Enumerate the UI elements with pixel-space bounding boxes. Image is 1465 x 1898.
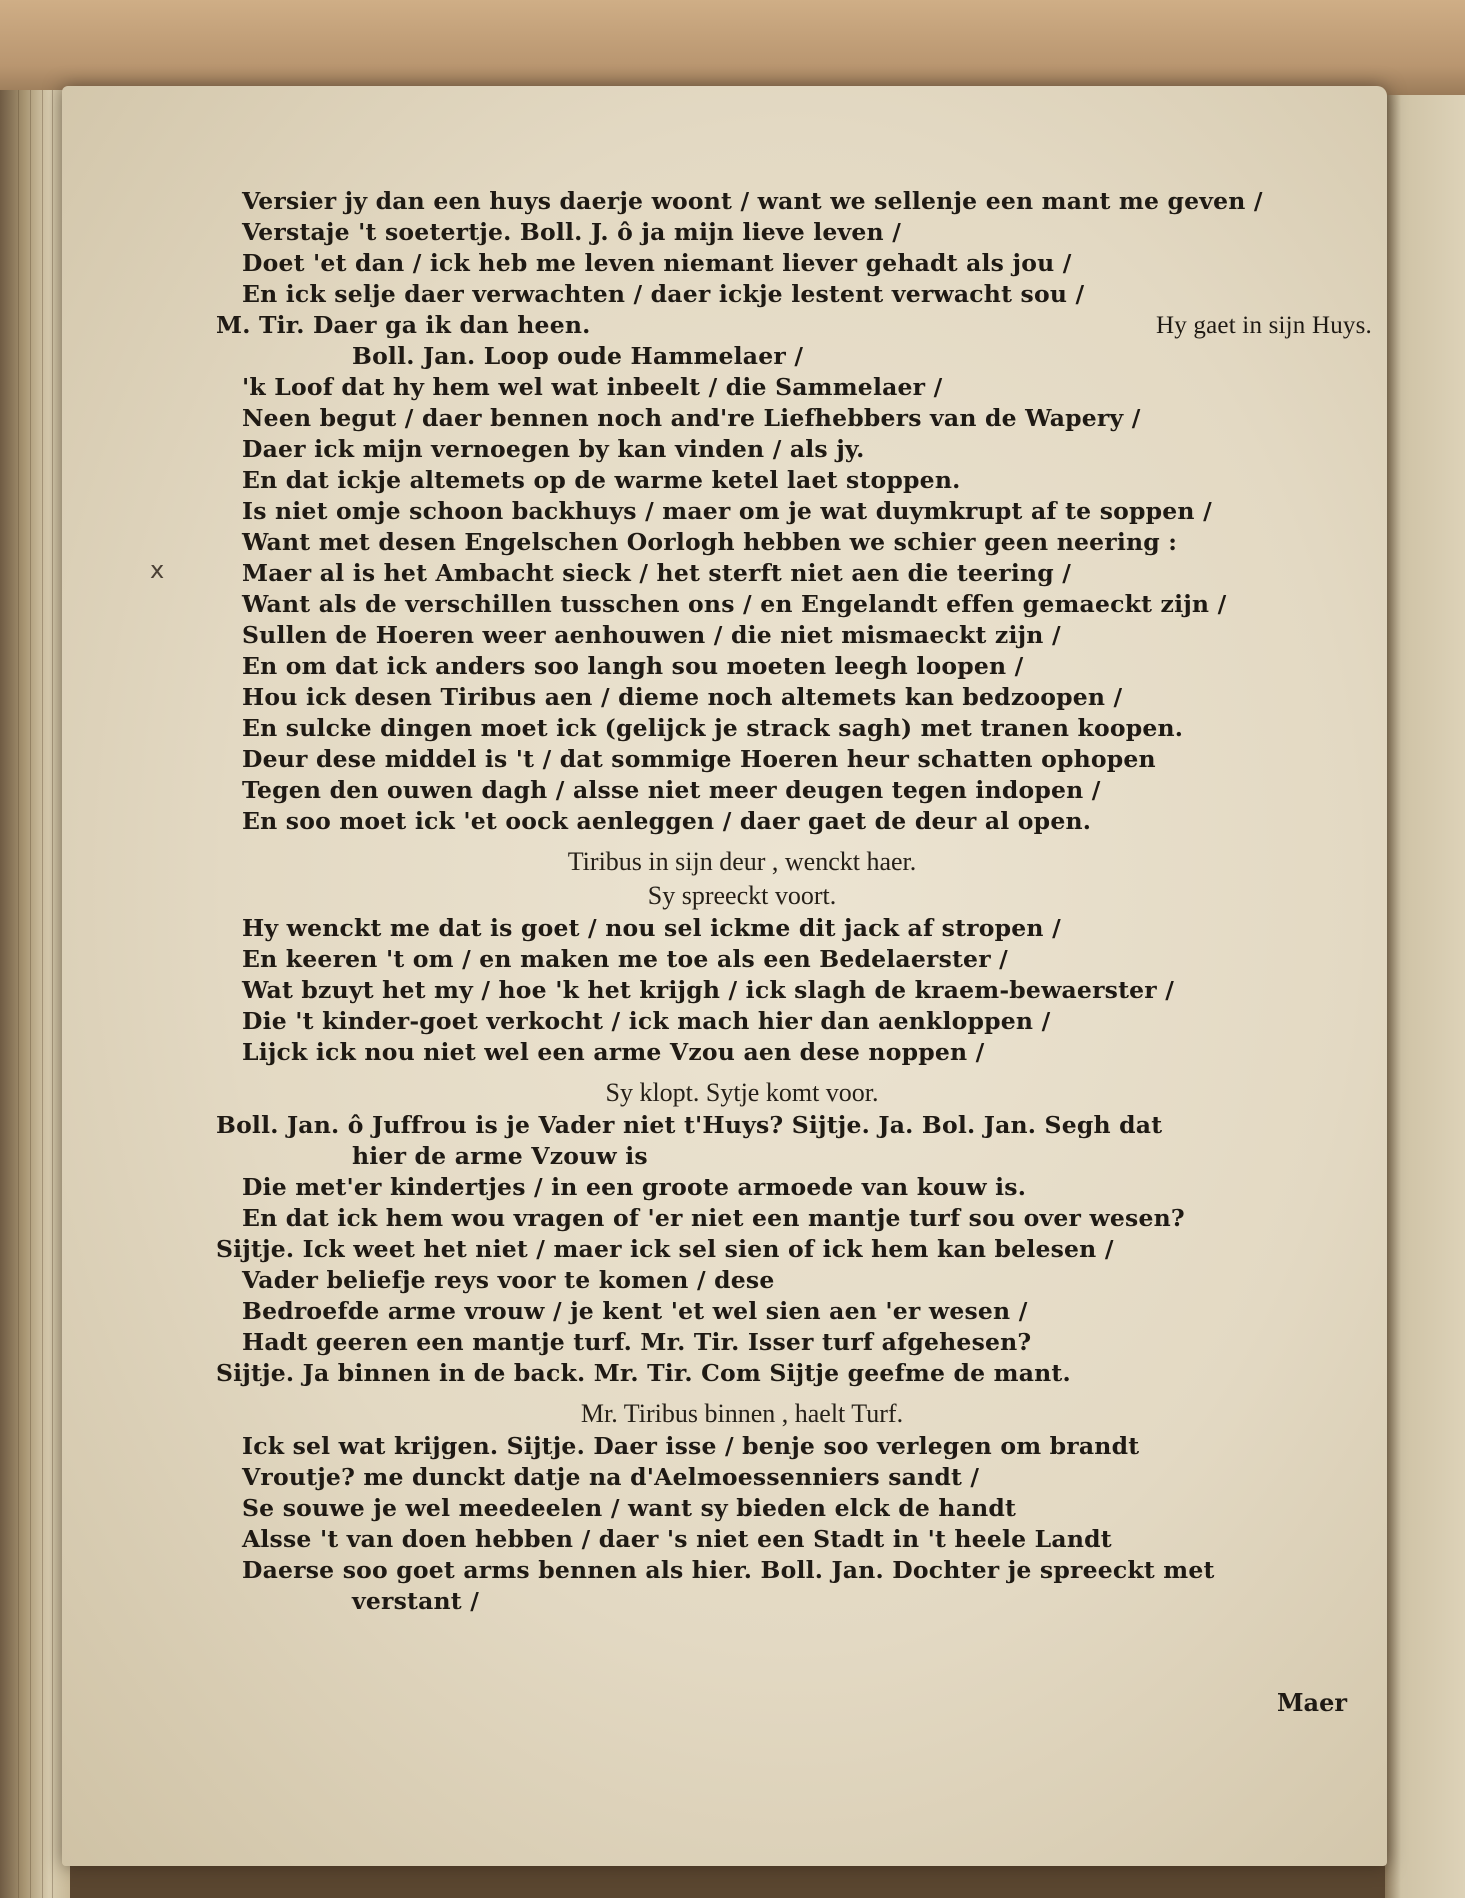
line-text: En sulcke dingen moet ick (gelijck je strack sagh) met tranen koopen. bbox=[242, 714, 1184, 742]
line-text: Vader beliefje reys voor te komen / dese bbox=[242, 1266, 775, 1294]
text-line bbox=[242, 341, 1372, 372]
text-line bbox=[242, 620, 1372, 651]
line-text: Lijck ick nou niet wel een arme Vzou aen dese noppen / bbox=[242, 1038, 985, 1066]
text-line bbox=[242, 1462, 1372, 1493]
line-text: Boll. Jan. ô Juffrou is je Vader niet t'Huys? Sijtje. Ja. Bol. Jan. Segh dat bbox=[216, 1111, 1163, 1139]
stage-direction-2: Sy spreeckt voort. bbox=[647, 881, 837, 910]
book-page bbox=[62, 86, 1387, 1866]
stage-direction-4: Mr. Tiribus binnen , haelt Turf. bbox=[580, 1399, 904, 1428]
line-text: Hadt geeren een mantje turf. Mr. Tir. Isser turf afgehesen? bbox=[242, 1328, 1032, 1356]
page-text bbox=[216, 186, 1372, 1617]
text-line bbox=[242, 1586, 1372, 1617]
line-text: hier de arme Vzouw is bbox=[352, 1142, 648, 1170]
line-text: Daer ick mijn vernoegen by kan vinden / als jy. bbox=[242, 435, 865, 463]
margin-mark: x bbox=[150, 556, 165, 584]
catchword: Maer bbox=[1276, 1688, 1347, 1717]
line-text: Sullen de Hoeren weer aenhouwen / die niet mismaeckt zijn / bbox=[242, 621, 1061, 649]
line-text: En om dat ick anders soo langh sou moeten leegh loopen / bbox=[242, 652, 1024, 680]
text-line bbox=[242, 1203, 1372, 1234]
line-text: Maer al is het Ambacht sieck / het sterft niet aen die teering / bbox=[242, 559, 1072, 587]
line-text: Sijtje. Ick weet het niet / maer ick sel sien of ick hem kan belesen / bbox=[216, 1235, 1114, 1263]
text-line bbox=[242, 589, 1372, 620]
line-text: Tegen den ouwen dagh / alsse niet meer deugen tegen indopen / bbox=[242, 776, 1101, 804]
text-line bbox=[216, 1234, 1372, 1265]
text-line bbox=[242, 1265, 1372, 1296]
text-block-1 bbox=[216, 186, 1372, 837]
line-text: En keeren 't om / en maken me toe als een Bedelaerster / bbox=[242, 945, 1008, 973]
text-line bbox=[242, 1172, 1372, 1203]
line-text: Bedroefde arme vrouw / je kent 'et wel sien aen 'er wesen / bbox=[242, 1297, 1028, 1325]
line-text: En soo moet ick 'et oock aenleggen / daer gaet de deur al open. bbox=[242, 807, 1092, 835]
text-line bbox=[242, 279, 1372, 310]
line-text: Vroutje? me dunckt datje na d'Aelmoessenniers sandt / bbox=[242, 1463, 980, 1491]
line-text: Doet 'et dan / ick heb me leven niemant liever gehadt als jou / bbox=[242, 249, 1072, 277]
text-line bbox=[242, 248, 1372, 279]
line-text: Deur dese middel is 't / dat sommige Hoeren heur schatten ophopen bbox=[242, 745, 1156, 773]
stage-direction-3: Sy klopt. Sytje komt voor. bbox=[605, 1078, 879, 1107]
text-line bbox=[242, 744, 1372, 775]
text-line bbox=[242, 975, 1372, 1006]
text-line bbox=[242, 1524, 1372, 1555]
text-line bbox=[242, 434, 1372, 465]
text-line bbox=[242, 1296, 1372, 1327]
text-block-4 bbox=[242, 1431, 1372, 1617]
line-text: Neen begut / daer bennen noch and're Liefhebbers van de Wapery / bbox=[242, 404, 1141, 432]
line-text: Alsse 't van doen hebben / daer 's niet een Stadt in 't heele Landt bbox=[242, 1525, 1112, 1553]
text-line bbox=[242, 1493, 1372, 1524]
line-text: Wat bzuyt het my / hoe 'k het krijgh / ick slagh de kraem-bewaerster / bbox=[242, 976, 1175, 1004]
text-line bbox=[242, 651, 1372, 682]
text-line bbox=[242, 1555, 1372, 1586]
text-block-2 bbox=[242, 913, 1372, 1068]
text-line bbox=[242, 682, 1372, 713]
line-text: Versier jy dan een huys daerje woont / want we sellenje een mant me geven / bbox=[242, 187, 1263, 215]
text-line bbox=[242, 527, 1372, 558]
stage-direction-1: Tiribus in sijn deur , wenckt haer. bbox=[567, 847, 917, 876]
text-line bbox=[242, 558, 1372, 589]
text-line bbox=[242, 217, 1372, 248]
line-text: Ick sel wat krijgen. Sijtje. Daer isse / benje soo verlegen om brandt bbox=[242, 1432, 1140, 1460]
text-line bbox=[242, 496, 1372, 527]
line-text: Hou ick desen Tiribus aen / dieme noch altemets kan bedzoopen / bbox=[242, 683, 1123, 711]
line-text: M. Tir. Daer ga ik dan heen. bbox=[216, 311, 591, 339]
line-text: verstant / bbox=[352, 1587, 480, 1615]
line-text: 'k Loof dat hy hem wel wat inbeelt / die Sammelaer / bbox=[242, 373, 943, 401]
line-text: Se souwe je wel meedeelen / want sy bieden elck de handt bbox=[242, 1494, 1017, 1522]
text-line bbox=[242, 806, 1372, 837]
text-line bbox=[242, 1037, 1372, 1068]
line-text: Boll. Jan. Loop oude Hammelaer / bbox=[352, 342, 804, 370]
text-line bbox=[216, 1358, 1372, 1389]
line-text: Is niet omje schoon backhuys / maer om je wat duymkrupt af te soppen / bbox=[242, 497, 1212, 525]
text-line bbox=[216, 310, 1372, 341]
line-text: En dat ickje altemets op de warme ketel laet stoppen. bbox=[242, 466, 961, 494]
text-line bbox=[242, 1141, 1372, 1172]
text-line bbox=[242, 713, 1372, 744]
text-line bbox=[242, 1327, 1372, 1358]
line-text: Sijtje. Ja binnen in de back. Mr. Tir. Com Sijtje geefme de mant. bbox=[216, 1359, 1071, 1387]
line-text: Die 't kinder-goet verkocht / ick mach hier dan aenkloppen / bbox=[242, 1007, 1051, 1035]
text-line bbox=[242, 186, 1372, 217]
line-text: Verstaje 't soetertje. Boll. J. ô ja mijn lieve leven / bbox=[242, 218, 901, 246]
text-line bbox=[242, 775, 1372, 806]
text-line bbox=[242, 1006, 1372, 1037]
text-line bbox=[242, 944, 1372, 975]
text-line bbox=[242, 403, 1372, 434]
line-text: En ick selje daer verwachten / daer ickje lestent verwacht sou / bbox=[242, 280, 1085, 308]
text-line bbox=[242, 465, 1372, 496]
line-text: Want als de verschillen tusschen ons / en Engelandt effen gemaeckt zijn / bbox=[242, 590, 1227, 618]
text-block-3 bbox=[216, 1110, 1372, 1389]
right-page-edge bbox=[1385, 95, 1465, 1898]
line-text: En dat ick hem wou vragen of 'er niet een mantje turf sou over wesen? bbox=[242, 1204, 1185, 1232]
text-line bbox=[242, 913, 1372, 944]
line-text: Die met'er kindertjes / in een groote armoede van kouw is. bbox=[242, 1173, 1027, 1201]
left-page-edges bbox=[0, 90, 70, 1898]
line-text: Want met desen Engelschen Oorlogh hebben we schier geen neering : bbox=[242, 528, 1178, 556]
stage-note: Hy gaet in sijn Huys. bbox=[1156, 312, 1372, 339]
line-text: Daerse soo goet arms bennen als hier. Boll. Jan. Dochter je spreeckt met bbox=[242, 1556, 1215, 1584]
text-line bbox=[216, 1110, 1372, 1141]
text-line bbox=[242, 372, 1372, 403]
text-line bbox=[242, 1431, 1372, 1462]
line-text: Hy wenckt me dat is goet / nou sel ickme dit jack af stropen / bbox=[242, 914, 1061, 942]
